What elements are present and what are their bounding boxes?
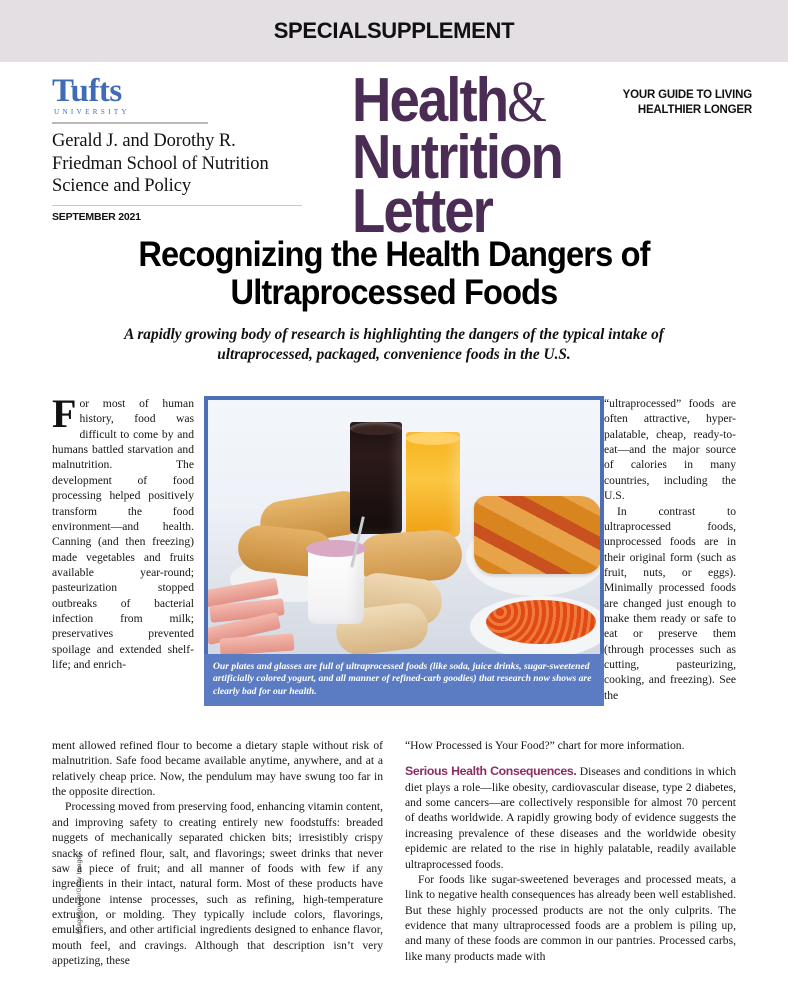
orange-juice-glass-shape <box>406 432 460 537</box>
headline-line-1: Recognizing the Health Dangers of <box>138 235 650 274</box>
article-headline-block <box>52 236 736 365</box>
tufts-divider <box>52 122 208 124</box>
photo-credit: ImageSource/Getty Images <box>76 852 83 934</box>
banner-title-light: SPECIAL <box>273 18 367 43</box>
wafer-stack-shape <box>204 578 324 654</box>
paragraph-intro-text: or most of human history, food was difficult to come by and humans battled starvation and malnutrition. The development of food processing helped positively transform the food environment—and health. Canning (and then freezing) made vegetables and fruits available year-round; pasteurization stopped outbreaks of bacterial infection from milk; preservatives prevented spoilage and extended shelf-life; and enrich- <box>52 397 194 672</box>
article-figure <box>204 396 604 706</box>
paragraph-right-2: In contrast to ultraprocessed foods, unprocessed foods are in their original form (such as fruit, nuts, or eggs). Minimally processed foods are changed just enough to make them ready or safe to eat or preserve them (through processes such as cutting, pasteurizing, cooking, and freezing). See the <box>604 504 736 702</box>
tufts-logo: Tufts <box>52 73 122 109</box>
column-right-top <box>604 396 736 703</box>
column-left-top <box>52 391 194 672</box>
section-spacer <box>405 753 736 763</box>
publication-title-health: Health <box>352 66 508 135</box>
banner-title-heavy: SUPPLEMENT <box>366 18 515 43</box>
paragraph-right-1: “ultraprocessed” foods are often attractive, hyper-palatable, cheap, ready-to-eat—and the major source of calories in many countries, including the U.S. <box>604 397 736 503</box>
paragraph-section-serious-health <box>405 763 736 872</box>
section-heading-serious-health: Serious Health Consequences. <box>405 764 577 779</box>
special-supplement-banner <box>0 0 788 62</box>
paragraph-intro <box>52 391 194 672</box>
paragraph-right-lower-3: For foods like sugar-sweetened beverages and processed meats, a link to negative health consequences has already been well established. But these highly processed products are not the only culprits. The evidence that many ultraprocessed foods are a problem is piling up, and many of these foods are common in our pantries. Processed carbs, like many products made with <box>405 872 736 963</box>
figure-caption: Our plates and glasses are full of ultraprocessed foods (like soda, juice drinks, sugar-sweetened artificially colored yogurt, and all manner of refined-carb goodies) that research now shows are clearly bad for our health. <box>204 654 604 706</box>
pizza-shape <box>474 496 602 574</box>
paragraph-right-lower-1: “How Processed is Your Food?” chart for more information. <box>405 739 685 752</box>
section-body-text: Diseases and conditions in which diet plays a role—like obesity, cardiovascular disease, type 2 diabetes, and some cancers—are collectively responsible for almost 70 percent of deaths worldwide. A rapidly growing body of evidence suggests the increasing prevalence of these diseases and the worldwide obesity epidemic are related to the rise in highly palatable, readily available ultraprocessed foods. <box>405 765 736 871</box>
masthead <box>0 62 788 246</box>
article-deck: A rapidly growing body of research is highlighting the dangers of the typical intake of ultraprocessed, packaged, convenience foods in the U.S. <box>124 325 664 363</box>
publication-tagline <box>582 88 752 117</box>
publication-title-line2: Nutrition Letter <box>352 123 562 246</box>
tagline-line-1: YOUR GUIDE TO LIVING <box>622 89 752 101</box>
cola-glass-shape <box>350 422 402 534</box>
food-photo <box>204 396 604 654</box>
banner-title <box>274 18 515 44</box>
spaghetti-hoops-shape <box>486 600 596 644</box>
column-right-lower <box>405 738 736 964</box>
tagline-line-2: HEALTHIER LONGER <box>637 103 752 116</box>
cola-rim <box>350 422 402 435</box>
oj-rim <box>406 432 460 445</box>
publication-title-block <box>352 66 752 246</box>
school-name: Gerald J. and Dorothy R. Friedman School of Nutrition Science and Policy <box>52 131 269 197</box>
paragraph-left-lower-2: Processing moved from preserving food, enhancing vitamin content, and improving safety to creating entirely new foodstuffs: breaded nuggets of mechanically separated chicken bits; irresistibly crispy snacks of refined flour, salt, and flavorings; sweet drinks that never saw a piece of fruit; and all manner of foods with few if any ingredients in their intact, natural form. Most of these products have undergone intense processes, such as refining, high-temperature extrusion, or molding. They typically include colors, flavorings, emulsifiers, and other artificial ingredients designed to enhance flavor, mouth feel, and cravings. Although that description isn’t very appetizing, these <box>52 800 383 968</box>
headline-line-2: Ultraprocessed Foods <box>230 272 558 312</box>
paragraph-left-lower-1: ment allowed refined flour to become a dietary staple without risk of malnutrition. Safe food became available anytime, anywhere, and at a relatively cheap price. Now, the pendulum may have swung too far in the opposite direction. <box>52 739 383 799</box>
issue-divider <box>52 205 302 206</box>
drop-cap: F <box>52 391 77 436</box>
issue-date: SEPTEMBER 2021 <box>52 211 141 224</box>
tufts-identity-block <box>52 73 302 224</box>
ampersand-glyph: & <box>507 69 545 134</box>
column-left-lower <box>52 738 383 968</box>
tufts-university-label: UNIVERSITY <box>54 108 130 117</box>
